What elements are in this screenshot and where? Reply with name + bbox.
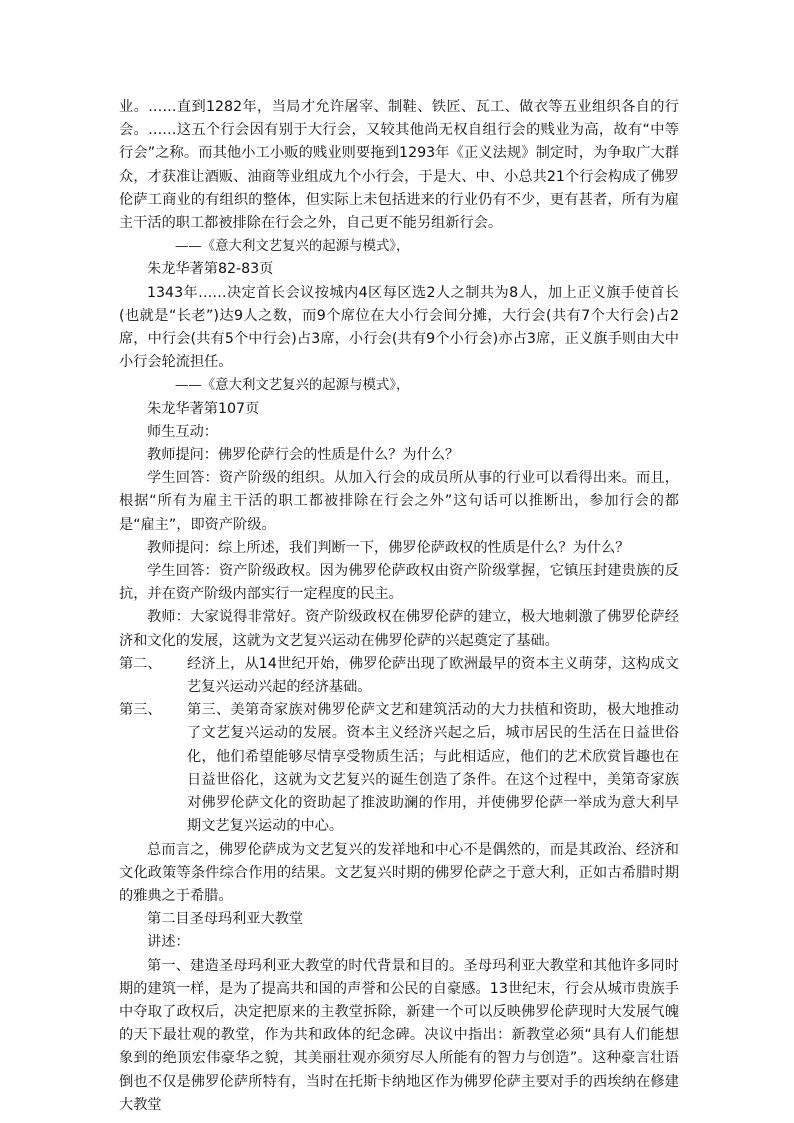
list-item-number: 第二、	[119, 655, 162, 672]
document-body	[119, 96, 679, 1117]
list-item-third	[119, 699, 679, 838]
list-item-text: 第三、美第奇家族对佛罗伦萨文艺和建筑活动的大力扶植和资助，极大地推动了文艺复兴运动的发展。资本主义经济兴起之后，城市居民的生活在日益世俗化，他们希望能够尽情享受物质生活；与此相适应，他们的艺术欣赏旨趣也在日益世俗化，这就为文艺复兴的诞生创造了条件。在这个过程中，美第奇家族对佛罗伦萨文化的资助起了推波助澜的作用，并使佛罗伦萨一举成为意大利早期文艺复兴运动的中心。	[187, 702, 679, 835]
list-item-text: 经济上，从14世纪开始，佛罗伦萨出现了欧洲最早的资本主义萌芽，这构成文艺复兴运动兴起的经济基础。	[187, 655, 679, 696]
paragraph-1343-council: 1343年……决定首长会议按城内4区每区选2人之制共为8人，加上正义旗手使首长(也就是“长老”)达9人之数，而9个席位在大小行会间分摊，大行会(共有7个大行会)占2席，中行会(共有5个中行会)占3席，小行会(共有9个小行会)亦占3席，正义旗手则由大中小行会轮流担任。	[119, 284, 679, 371]
source-citation-author: 朱龙华著第82-83页	[147, 261, 274, 278]
interaction-label: 师生互动：	[147, 423, 218, 440]
section-title: 第二目圣母玛利亚大教堂	[147, 911, 304, 928]
source-citation-author: 朱龙华著第107页	[147, 400, 260, 417]
list-item-number: 第三、	[119, 702, 162, 719]
paragraph-cathedral: 第一、建造圣母玛利亚大教堂的时代背景和目的。圣母玛利亚大教堂和其他许多同时期的建筑一样，是为了提高共和国的声誉和公民的自豪感。13世纪末，行会从城市贵族手中夺取了政权后，决定把原来的主教堂拆除，新建一个可以反映佛罗伦萨现时大发展气魄的天下最壮观的教堂，作为共和政体的纪念碑。决议中指出：新教堂必须“具有人们能想象到的绝顶宏伟豪华之貌，其美丽壮观亦须穷尽人所能有的智力与创造”。这种豪言壮语倒也不仅是佛罗伦萨所特有，当时在托斯卡纳地区作为佛罗伦萨主要对手的西埃纳在修建大教堂	[119, 957, 679, 1113]
student-answer-2: 学生回答：资产阶级政权。因为佛罗伦萨政权由资产阶级掌握，它镇压封建贵族的反抗，并在资产阶级内部实行一定程度的民主。	[119, 563, 679, 603]
lecture-label: 讲述：	[147, 934, 190, 951]
teacher-question-2: 教师提问：综上所述，我们判断一下，佛罗伦萨政权的性质是什么？为什么？	[147, 539, 630, 556]
paragraph-guilds-history: 业。……直到1282年，当局才允许屠宰、制鞋、铁匠、瓦工、做衣等五业组织各自的行会。……这五个行会因有别于大行会，又较其他尚无权自组行会的贱业为高，故有“中等行会”之称。而其他小工小贩的贱业则要拖到1293年《正义法规》制定时，为争取广大群众，才获准让酒贩、油商等业组成九个小行会，于是大、中、小总共21个行会构成了佛罗伦萨工商业的有组织的整体，但实际上未包括进来的行业仍有不少，更有甚者，所有为雇主干活的职工都被排除在行会之外，自己更不能另组新行会。	[119, 99, 679, 232]
teacher-summary: 教师：大家说得非常好。资产阶级政权在佛罗伦萨的建立，极大地刺激了佛罗伦萨经济和文化的发展，这就为文艺复兴运动在佛罗伦萨的兴起奠定了基础。	[119, 609, 679, 649]
source-citation-title: ——《意大利文艺复兴的起源与模式》，	[175, 239, 410, 255]
teacher-question-1: 教师提问：佛罗伦萨行会的性质是什么？为什么？	[147, 447, 460, 464]
source-citation-title: ——《意大利文艺复兴的起源与模式》，	[175, 378, 410, 394]
student-answer-1: 学生回答：资产阶级的组织。从加入行会的成员所从事的行业可以看得出来。而且，根据“所有为雇主干活的职工都被排除在行会之外”这句话可以推断出，参加行会的都是“雇主”，即资产阶级。	[119, 470, 679, 533]
list-item-second	[119, 653, 679, 699]
paragraph-conclusion: 总而言之，佛罗伦萨成为文艺复兴的发祥地和中心不是偶然的，而是其政治、经济和文化政策等条件综合作用的结果。文艺复兴时期的佛罗伦萨之于意大利，正如古希腊时期的雅典之于希腊。	[119, 841, 679, 904]
